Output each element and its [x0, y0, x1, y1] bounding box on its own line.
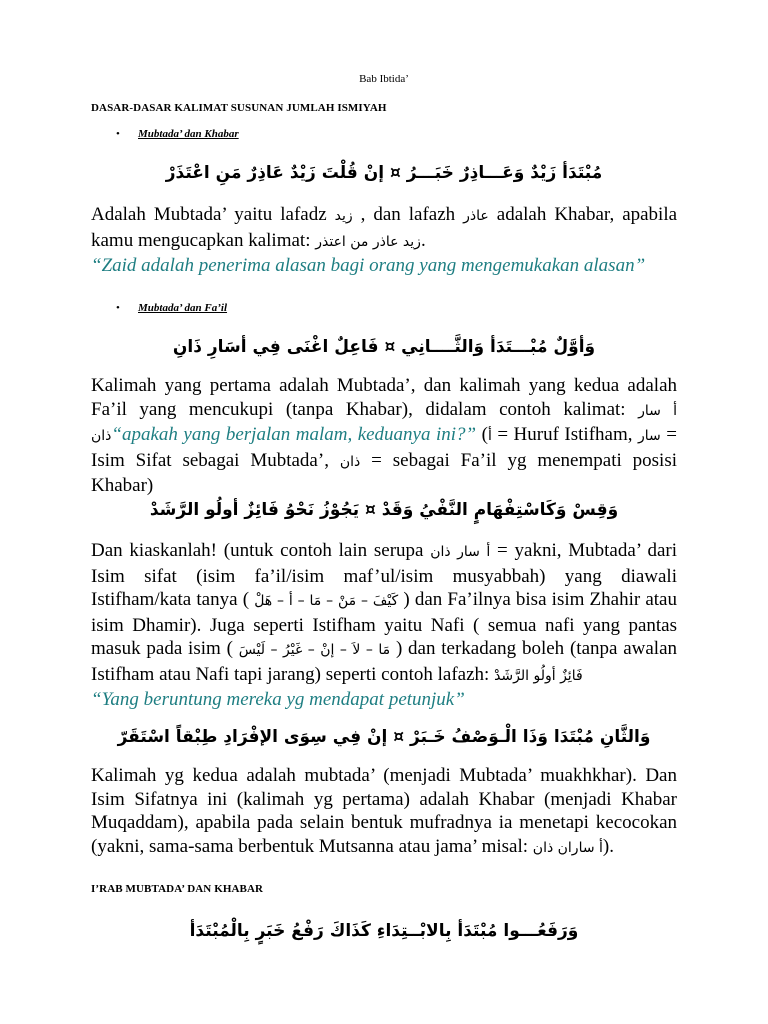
- paragraph-text: = sebagai Fa’il yg menempati posisi Khabar): [91, 449, 677, 496]
- paragraph-text: = Huruf Istifham,: [497, 424, 633, 445]
- translation-quote: “Zaid adalah penerima alasan bagi orang yang mengemukakan alasan”: [91, 255, 646, 276]
- arabic-phrase: فَائِزٌ أولُو الرَّشَدْ: [494, 667, 583, 684]
- paragraph-text: .: [420, 229, 426, 251]
- arabic-phrase: أ سار ذان: [91, 402, 677, 444]
- arabic-phrase: زيد عاذر من اعتذر: [315, 233, 421, 250]
- paragraph-text: Kalimah yang pertama adalah Mubtada’, dan kalimah yang kedua adalah Fa’il yang mencukupi (tanpa Khabar), didalam contoh kalimat:: [91, 375, 677, 420]
- translation-quote: “apakah yang berjalan malam, keduanya ini?”: [111, 424, 477, 445]
- arabic-verse-2: وَأوَّلٌ مُبْـــتَدَأ وَالثَّــــانِي ¤ فَاعِلٌ اغْنَى فِي أسَارِ ذَانِ: [172, 337, 596, 357]
- arabic-word: زيد: [334, 208, 353, 224]
- bullet-mubtada-fail: [116, 302, 227, 314]
- bullet-label: Mubtada’ dan Fa’il: [138, 302, 228, 314]
- paragraph-2: [91, 374, 677, 498]
- arabic-verse-4: وَالثَّانِ مُبْتَدَا وَذَا الْـوَصْفُ خَـبَرْ ¤ إنْ فِي سِوَى الإفْرَادِ طِبْقاً اسْتَقَرّ: [117, 727, 651, 747]
- paragraph-text: ) dan terkadang boleh (tanpa awalan Istifham atau Nafi tapi jarang) seperti contoh lafazh:: [91, 638, 678, 685]
- bullet-mubtada-khabar: [116, 128, 239, 140]
- paragraph-text: = Isim Sifat sebagai Mubtada’,: [91, 424, 677, 471]
- arabic-verse-5: وَرَفَعُـــوا مُبْتَدَأ بِالابْــتِدَاءِ كَذَاكَ رَفْعُ خَبَرٍ بِالْمُبْتَدَأ: [189, 921, 579, 941]
- arabic-verse-3: وَقِسْ وَكَاسْتِفْهَامٍ النَّفْيُ وَقَدْ ¤ يَجُوْزُ نَحْوُ فَائِزٌ أولُو الرَّشَدْ: [149, 500, 619, 520]
- bullet-dot-icon: •: [116, 302, 120, 314]
- paragraph-4: [91, 764, 677, 860]
- arabic-phrase: كَيْفَ – مَنْ – مَا – أ – هَلْ: [254, 593, 399, 609]
- arabic-phrase: أ سار ذان: [430, 544, 491, 560]
- paragraph-text: Kalimah yg kedua adalah mubtada’ (menjadi Mubtada’ muakhkhar). Dan Isim Sifatnya ini (kalimah yg pertama) adalah Khabar (menjadi Khabar Muqaddam), apabila pada selain bentuk mufradnya ia menetapi kecocokan (yakni, sama-sama berbentuk Mutsanna atau jama’ misal:: [91, 765, 677, 857]
- paragraph-text: ) dan Fa’ilnya bisa isim Zhahir atau isim Dhamir). Juga seperti Istifham yaitu Nafi ( semua nafi yang pantas masuk pada isim (: [91, 589, 677, 659]
- paragraph-text: (: [481, 424, 488, 445]
- section-heading-irab: I’RAB MUBTADA’ DAN KHABAR: [91, 883, 264, 895]
- section-heading-dasar-dasar: DASAR-DASAR KALIMAT SUSUNAN JUMLAH ISMIYAH: [91, 102, 387, 114]
- paragraph-text: ).: [602, 835, 614, 857]
- arabic-phrase: أ ساران ذان: [532, 839, 603, 856]
- paragraph-1: [91, 203, 677, 278]
- arabic-phrase: مَا – لاَ – إنْ – غَيْرُ – لَيْسَ: [238, 642, 391, 658]
- bullet-label: Mubtada’ dan Khabar: [138, 128, 239, 140]
- arabic-word: أ: [487, 428, 492, 444]
- paragraph-text: = yakni, Mubtada’ dari Isim sifat (isim fa’il/isim maf’ul/isim musyabbah) yang diawali Istifham/kata tanya (: [91, 540, 678, 610]
- paragraph-text: Adalah Mubtada’ yaitu lafadz: [91, 204, 327, 225]
- paragraph-text: adalah Khabar, apabila kamu mengucapkan kalimat:: [91, 204, 678, 251]
- arabic-word: ذان: [339, 453, 361, 470]
- translation-quote: “Yang beruntung mereka yg mendapat petunjuk”: [91, 689, 465, 710]
- document-title: Bab Ibtida’: [359, 73, 409, 85]
- paragraph-text: Dan kiaskanlah! (untuk contoh lain serupa: [91, 540, 424, 561]
- arabic-word: سار: [638, 428, 661, 444]
- bullet-dot-icon: •: [116, 128, 120, 140]
- arabic-verse-1: مُبْتَدَأ زَيْدٌ وَعَـــاذِرٌ خَبَـــرُ ¤ إنْ قُلْتَ زَيْدٌ عَاذِرٌ مَنِ اعْتَذَرْ: [165, 163, 603, 183]
- paragraph-text: , dan lafazh: [360, 204, 456, 225]
- arabic-word: عاذر: [463, 208, 489, 224]
- paragraph-3: [91, 539, 677, 712]
